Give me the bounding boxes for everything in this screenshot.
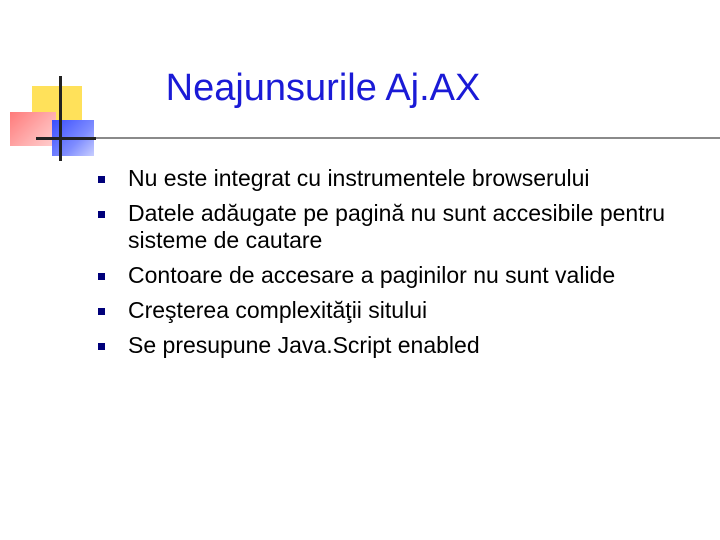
- title-divider: [96, 137, 720, 139]
- bullet-text: Creşterea complexităţii sitului: [128, 297, 428, 323]
- square-bullet-icon: [98, 343, 105, 350]
- square-bullet-icon: [98, 308, 105, 315]
- bullet-item: [98, 165, 698, 192]
- square-bullet-icon: [98, 176, 105, 183]
- square-bullet-icon: [98, 273, 105, 280]
- bullet-item: [98, 200, 698, 254]
- logo-red-square: [10, 112, 56, 146]
- bullet-item: [98, 297, 698, 324]
- bullet-item: [98, 332, 698, 359]
- slide-title: Neajunsurile Aj.AX: [165, 67, 481, 109]
- square-bullet-icon: [98, 211, 105, 218]
- logo-horizontal-line: [36, 137, 96, 140]
- bullet-text: Contoare de accesare a paginilor nu sunt valide: [128, 262, 616, 288]
- bullet-text: Datele adăugate pe pagină nu sunt accesibile pentru sisteme de cautare: [128, 200, 666, 253]
- bullet-text: Se presupune Java.Script enabled: [128, 332, 480, 358]
- bullet-item: [98, 262, 698, 289]
- bullet-list: [98, 165, 698, 367]
- bullet-text: Nu este integrat cu instrumentele browserului: [128, 165, 590, 191]
